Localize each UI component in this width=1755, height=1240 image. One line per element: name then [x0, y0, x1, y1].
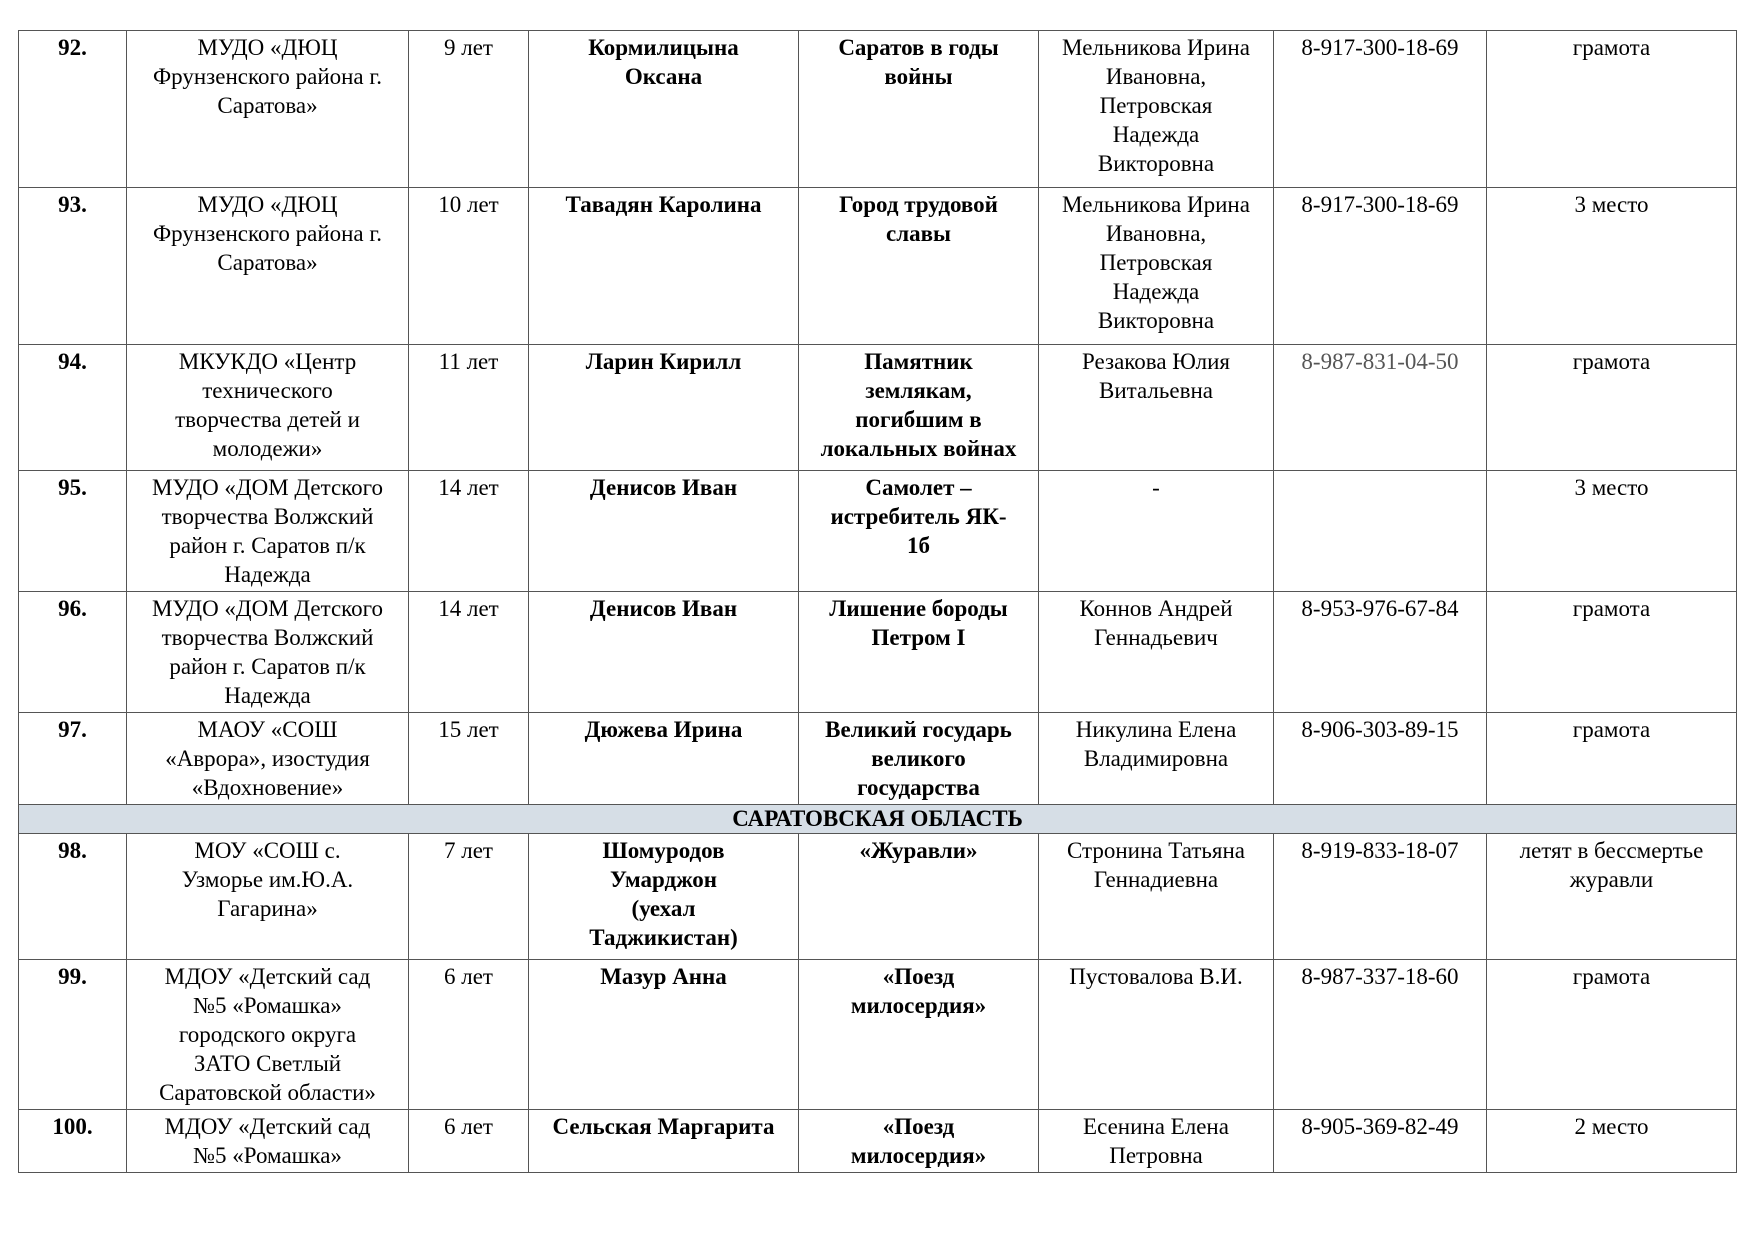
- result-line: журавли: [1569, 867, 1654, 892]
- organization-line: Саратовской области»: [159, 1080, 376, 1105]
- teacher-line: Никулина Елена: [1075, 717, 1237, 742]
- organization-line: Фрунзенского района г.: [153, 221, 382, 246]
- result-cell: [1487, 31, 1737, 188]
- organization-line: «Аврора», изостудия: [165, 746, 370, 771]
- work-title-cell: [799, 471, 1039, 592]
- work-title-line: милосердия»: [850, 993, 987, 1018]
- phone-cell: 8-987-337-18-60: [1274, 960, 1487, 1110]
- result-line: 2 место: [1574, 1114, 1649, 1139]
- organization-cell: [127, 31, 409, 188]
- table-row: [19, 31, 1737, 188]
- organization-cell: [127, 713, 409, 805]
- age-cell: 15 лет: [409, 713, 529, 805]
- row-number-cell: 93.: [19, 188, 127, 345]
- teacher-line: Стронина Татьяна: [1067, 838, 1245, 863]
- organization-line: городского округа: [178, 1022, 357, 1047]
- participant-name-line: Денисов Иван: [589, 475, 738, 500]
- result-line: грамота: [1572, 964, 1651, 989]
- result-cell: [1487, 713, 1737, 805]
- teacher-line: Коннов Андрей: [1079, 596, 1233, 621]
- phone-cell: 8-987-831-04-50: [1274, 345, 1487, 471]
- participant-name-cell: [529, 188, 799, 345]
- work-title-line: Самолет –: [865, 475, 972, 500]
- work-title-cell: [799, 960, 1039, 1110]
- teacher-line: Пустовалова В.И.: [1069, 964, 1243, 989]
- organization-line: ЗАТО Светлый: [193, 1051, 342, 1076]
- teacher-line: Викторовна: [1097, 308, 1215, 333]
- work-title-line: землякам,: [865, 378, 972, 403]
- participant-name-cell: [529, 960, 799, 1110]
- participant-name-line: Таджикистан): [589, 925, 738, 950]
- organization-line: МУДО «ДОМ Детского: [151, 475, 384, 500]
- organization-line: МОУ «СОШ с.: [194, 838, 341, 863]
- teacher-line: Резакова Юлия: [1082, 349, 1230, 374]
- organization-line: Узморье им.Ю.А.: [181, 867, 354, 892]
- row-number-cell: 99.: [19, 960, 127, 1110]
- participant-name-line: Денисов Иван: [589, 596, 738, 621]
- organization-cell: [127, 1110, 409, 1173]
- organization-line: МУДО «ДОМ Детского: [151, 596, 384, 621]
- participant-name-line: Шомуродов: [602, 838, 725, 863]
- result-line: 3 место: [1574, 475, 1649, 500]
- teacher-line: Ивановна,: [1105, 64, 1207, 89]
- age-cell: 6 лет: [409, 960, 529, 1110]
- organization-line: Гагарина»: [217, 896, 318, 921]
- teacher-line: Мельникова Ирина: [1062, 35, 1250, 60]
- work-title-line: Саратов в годы: [838, 35, 999, 60]
- teacher-cell: [1039, 1110, 1274, 1173]
- participant-name-line: Ларин Кирилл: [585, 349, 742, 374]
- age-cell: 14 лет: [409, 592, 529, 713]
- table-row: [19, 471, 1737, 592]
- teacher-cell: [1039, 713, 1274, 805]
- teacher-cell: [1039, 834, 1274, 960]
- result-cell: [1487, 345, 1737, 471]
- organization-line: МУДО «ДЮЦ: [197, 192, 338, 217]
- organization-cell: [127, 345, 409, 471]
- phone-cell: 8-953-976-67-84: [1274, 592, 1487, 713]
- organization-cell: [127, 834, 409, 960]
- teacher-line: Ивановна,: [1105, 221, 1207, 246]
- teacher-line: Витальевна: [1099, 378, 1213, 403]
- table-row: [19, 960, 1737, 1110]
- row-number-cell: 97.: [19, 713, 127, 805]
- row-number-cell: 92.: [19, 31, 127, 188]
- organization-line: творчества Волжский: [161, 625, 374, 650]
- result-cell: [1487, 471, 1737, 592]
- work-title-line: Памятник: [864, 349, 973, 374]
- work-title-cell: [799, 31, 1039, 188]
- work-title-cell: [799, 345, 1039, 471]
- work-title-line: истребитель ЯК-: [830, 504, 1007, 529]
- organization-line: «Вдохновение»: [191, 775, 344, 800]
- teacher-cell: [1039, 592, 1274, 713]
- teacher-line: Надежда: [1112, 279, 1200, 304]
- results-table-body: [19, 31, 1737, 1173]
- organization-cell: [127, 960, 409, 1110]
- participant-name-cell: [529, 834, 799, 960]
- work-title-line: «Журавли»: [859, 838, 978, 863]
- results-table: [18, 30, 1737, 1173]
- table-row: [19, 592, 1737, 713]
- work-title-cell: [799, 1110, 1039, 1173]
- work-title-cell: [799, 188, 1039, 345]
- phone-cell: 8-917-300-18-69: [1274, 188, 1487, 345]
- work-title-line: войны: [884, 64, 953, 89]
- age-cell: 6 лет: [409, 1110, 529, 1173]
- organization-line: Саратова»: [217, 93, 318, 118]
- participant-name-cell: [529, 592, 799, 713]
- result-cell: [1487, 834, 1737, 960]
- row-number-cell: 94.: [19, 345, 127, 471]
- section-header-row: [19, 805, 1737, 834]
- participant-name-line: Умарджон: [610, 867, 717, 892]
- work-title-line: Великий государь: [825, 717, 1012, 742]
- phone-cell: [1274, 471, 1487, 592]
- result-line: грамота: [1572, 349, 1651, 374]
- work-title-line: Лишение бороды: [829, 596, 1008, 621]
- participant-name-line: Кормилицына: [588, 35, 739, 60]
- teacher-line: Надежда: [1112, 122, 1200, 147]
- organization-line: молодежи»: [212, 436, 323, 461]
- work-title-line: Город трудовой: [839, 192, 998, 217]
- participant-name-line: Дюжева Ирина: [584, 717, 743, 742]
- organization-cell: [127, 188, 409, 345]
- age-cell: 9 лет: [409, 31, 529, 188]
- organization-line: МАОУ «СОШ: [197, 717, 338, 742]
- work-title-line: «Поезд: [882, 1114, 955, 1139]
- phone-cell: 8-917-300-18-69: [1274, 31, 1487, 188]
- phone-cell: 8-906-303-89-15: [1274, 713, 1487, 805]
- organization-line: Саратова»: [217, 250, 318, 275]
- organization-line: МКУКДО «Центр: [178, 349, 357, 374]
- teacher-cell: [1039, 31, 1274, 188]
- organization-line: творчества детей и: [175, 407, 360, 432]
- row-number-cell: 95.: [19, 471, 127, 592]
- organization-line: Надежда: [224, 562, 311, 587]
- work-title-line: Петром I: [871, 625, 966, 650]
- teacher-line: -: [1152, 475, 1160, 500]
- participant-name-line: Мазур Анна: [600, 964, 727, 989]
- result-line: грамота: [1572, 596, 1651, 621]
- teacher-cell: [1039, 960, 1274, 1110]
- work-title-line: локальных войнах: [820, 436, 1017, 461]
- age-cell: 7 лет: [409, 834, 529, 960]
- phone-cell: 8-919-833-18-07: [1274, 834, 1487, 960]
- result-cell: [1487, 960, 1737, 1110]
- table-row: [19, 834, 1737, 960]
- organization-line: МДОУ «Детский сад: [164, 964, 371, 989]
- work-title-line: великого: [871, 746, 966, 771]
- table-row: [19, 713, 1737, 805]
- teacher-cell: [1039, 345, 1274, 471]
- organization-line: Надежда: [224, 683, 311, 708]
- result-cell: [1487, 188, 1737, 345]
- organization-cell: [127, 471, 409, 592]
- age-cell: 11 лет: [409, 345, 529, 471]
- participant-name-line: Тавадян Каролина: [565, 192, 762, 217]
- result-line: грамота: [1572, 717, 1651, 742]
- organization-line: №5 «Ромашка»: [193, 1143, 342, 1168]
- participant-name-cell: [529, 345, 799, 471]
- result-cell: [1487, 592, 1737, 713]
- row-number-cell: 96.: [19, 592, 127, 713]
- organization-line: №5 «Ромашка»: [193, 993, 342, 1018]
- result-line: 3 место: [1574, 192, 1649, 217]
- participant-name-cell: [529, 31, 799, 188]
- teacher-line: Геннадиевна: [1093, 867, 1219, 892]
- organization-line: технического: [202, 378, 333, 403]
- organization-line: район г. Саратов п/к: [169, 654, 366, 679]
- work-title-line: милосердия»: [850, 1143, 987, 1168]
- row-number-cell: 98.: [19, 834, 127, 960]
- organization-line: творчества Волжский: [161, 504, 374, 529]
- age-cell: 14 лет: [409, 471, 529, 592]
- teacher-line: Есенина Елена: [1083, 1114, 1229, 1139]
- table-row: [19, 188, 1737, 345]
- teacher-line: Викторовна: [1097, 151, 1215, 176]
- teacher-line: Геннадьевич: [1094, 625, 1218, 650]
- work-title-line: славы: [886, 221, 951, 246]
- participant-name-cell: [529, 713, 799, 805]
- table-row: [19, 345, 1737, 471]
- participant-name-line: Оксана: [624, 64, 703, 89]
- result-line: грамота: [1572, 35, 1651, 60]
- organization-line: район г. Саратов п/к: [169, 533, 366, 558]
- work-title-line: «Поезд: [882, 964, 955, 989]
- organization-line: Фрунзенского района г.: [153, 64, 382, 89]
- teacher-line: Мельникова Ирина: [1062, 192, 1250, 217]
- section-title: САРАТОВСКАЯ ОБЛАСТЬ: [19, 805, 1737, 834]
- participant-name-cell: [529, 471, 799, 592]
- work-title-cell: [799, 834, 1039, 960]
- organization-line: МДОУ «Детский сад: [164, 1114, 371, 1139]
- result-line: летят в бессмертье: [1519, 838, 1704, 863]
- work-title-line: государства: [857, 775, 980, 800]
- teacher-line: Петровская: [1099, 93, 1213, 118]
- work-title-line: погибшим в: [855, 407, 982, 432]
- age-cell: 10 лет: [409, 188, 529, 345]
- participant-name-cell: [529, 1110, 799, 1173]
- participant-name-line: Сельская Маргарита: [552, 1114, 775, 1139]
- teacher-cell: [1039, 188, 1274, 345]
- result-cell: [1487, 1110, 1737, 1173]
- organization-line: МУДО «ДЮЦ: [197, 35, 338, 60]
- row-number-cell: 100.: [19, 1110, 127, 1173]
- work-title-cell: [799, 592, 1039, 713]
- participant-name-line: (уехал: [631, 896, 696, 921]
- teacher-line: Петровская: [1099, 250, 1213, 275]
- organization-cell: [127, 592, 409, 713]
- table-row: [19, 1110, 1737, 1173]
- teacher-line: Петровна: [1109, 1143, 1203, 1168]
- phone-cell: 8-905-369-82-49: [1274, 1110, 1487, 1173]
- teacher-line: Владимировна: [1083, 746, 1229, 771]
- work-title-line: 1б: [907, 533, 930, 558]
- work-title-cell: [799, 713, 1039, 805]
- teacher-cell: [1039, 471, 1274, 592]
